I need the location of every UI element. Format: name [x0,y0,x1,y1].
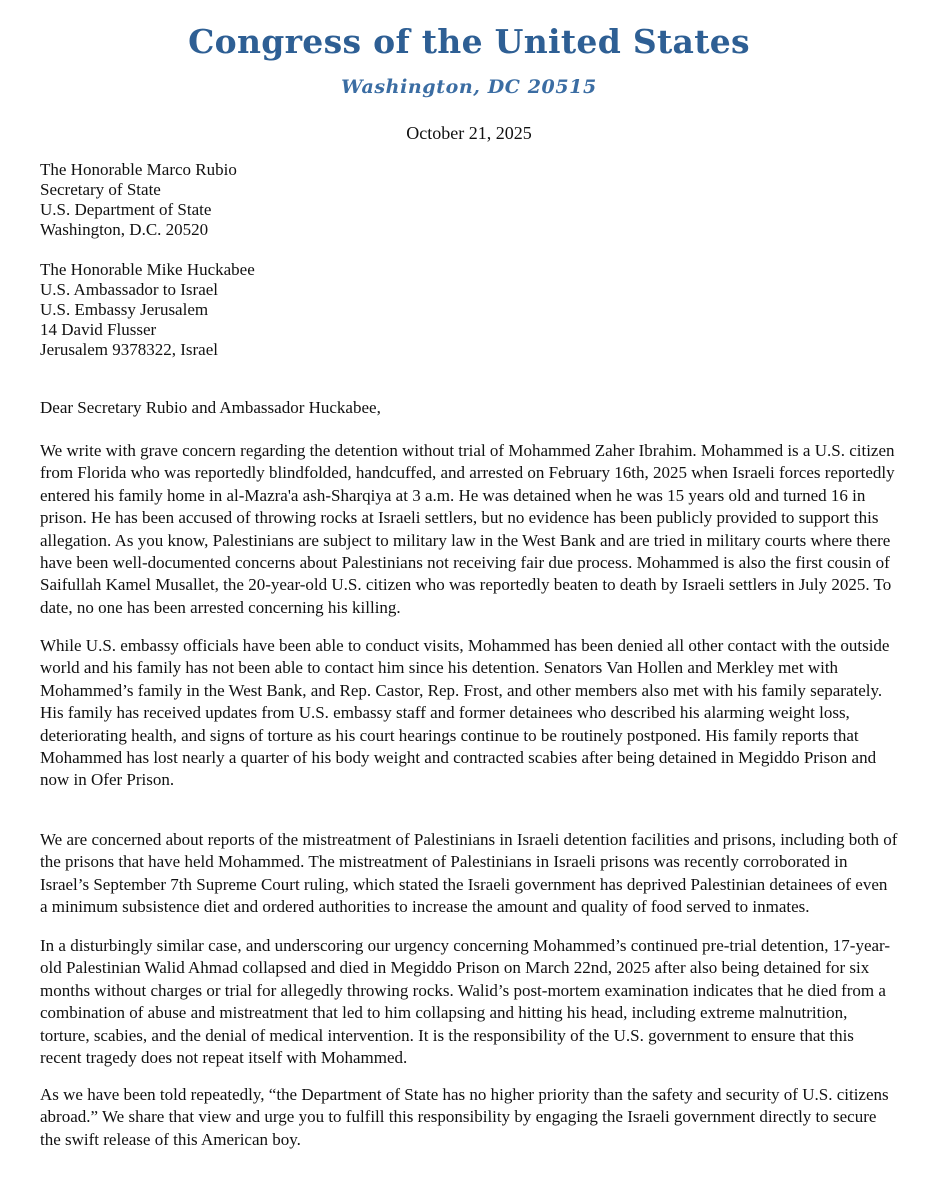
recipient-block-rubio [40,160,237,240]
body-paragraph: While U.S. embassy officials have been able to conduct visits, Mohammed has been denied all other contact with the outside world and his family has not been able to contact him since his detention. Senators Van Hollen and Merkley met with Mohammed’s family in the West Bank, and Rep. Castor, Rep. Frost, and other members also met with his family separately. His family has received updates from U.S. embassy staff and former detainees who described his alarming weight loss, deteriorating health, and signs of torture as his court hearings continue to be routinely postponed. His family reports that Mohammed has lost nearly a quarter of his body weight and contracted scabies after being detained in Megiddo Prison and now in Ofer Prison. [40,636,890,790]
recipient-line: Washington, D.C. 20520 [40,220,209,239]
body-paragraph: In a disturbingly similar case, and underscoring our urgency concerning Mohammed’s continued pre-trial detention, 17-year-old Palestinian Walid Ahmad collapsed and died in Megiddo Prison on March 22nd, 2025 after also being detained for six months without charges or trial for allegedly throwing rocks. Walid’s post-mortem examination indicates that he died from a combination of abuse and mistreatment that led to him collapsing and hitting his head, including extreme malnutrition, torture, scabies, and the denial of medical intervention. It is the responsibility of the U.S. government to ensure that this recent tragedy does not repeat itself with Mohammed. [40,936,891,1068]
letterhead-title: Congress of the United States [188,22,750,61]
body-paragraph: We write with grave concern regarding the detention without trial of Mohammed Zaher Ibrahim. Mohammed is a U.S. citizen from Florida who was reportedly blindfolded, handcuffed, and arrested on February 16th, 2025 when Israeli forces reportedly entered his family home in al-Mazra'a ash-Sharqiya at 3 a.m. He was detained when he was 15 years old and turned 16 in prison. He has been accused of throwing rocks at Israeli settlers, but no evidence has been publicly provided to support this allegation. As you know, Palestinians are subject to military law in the West Bank and are tried in military courts where there have been well-documented concerns about Palestinians not receiving fair due process. Mohammed is also the first cousin of Saifullah Kamel Musallet, the 20-year-old U.S. citizen who was reportedly beaten to death by Israeli settlers in July 2025. To date, no one has been arrested concerning his killing. [40,441,895,617]
recipient-line: U.S. Ambassador to Israel [40,280,219,299]
body-paragraph: As we have been told repeatedly, “the Department of State has no higher priority than the safety and security of U.S. citizens abroad.” We share that view and urge you to fulfill this responsibility by engaging the Israeli government directly to secure the swift release of this American boy. [40,1085,889,1149]
body-paragraph: We are concerned about reports of the mistreatment of Palestinians in Israeli detention facilities and prisons, including both of the prisons that have held Mohammed. The mistreatment of Palestinians in Israeli prisons was recently corroborated in Israel’s September 7th Supreme Court ruling, which stated the Israeli government has deprived Palestinian detainees of even a minimum subsistence diet and ordered authorities to increase the amount and quality of food served to inmates. [40,830,898,917]
letterhead-address: Washington, DC 20515 [341,76,597,98]
recipient-line: 14 David Flusser [40,320,157,339]
recipient-block-huckabee [40,260,255,360]
salutation: Dear Secretary Rubio and Ambassador Huckabee, [40,398,381,417]
recipient-line: The Honorable Marco Rubio [40,160,237,179]
recipient-line: Secretary of State [40,180,161,199]
recipient-line: U.S. Embassy Jerusalem [40,300,209,319]
recipient-line: The Honorable Mike Huckabee [40,260,255,279]
recipient-line: Jerusalem 9378322, Israel [40,340,218,359]
letter-date: October 21, 2025 [406,123,532,143]
recipient-line: U.S. Department of State [40,200,212,219]
